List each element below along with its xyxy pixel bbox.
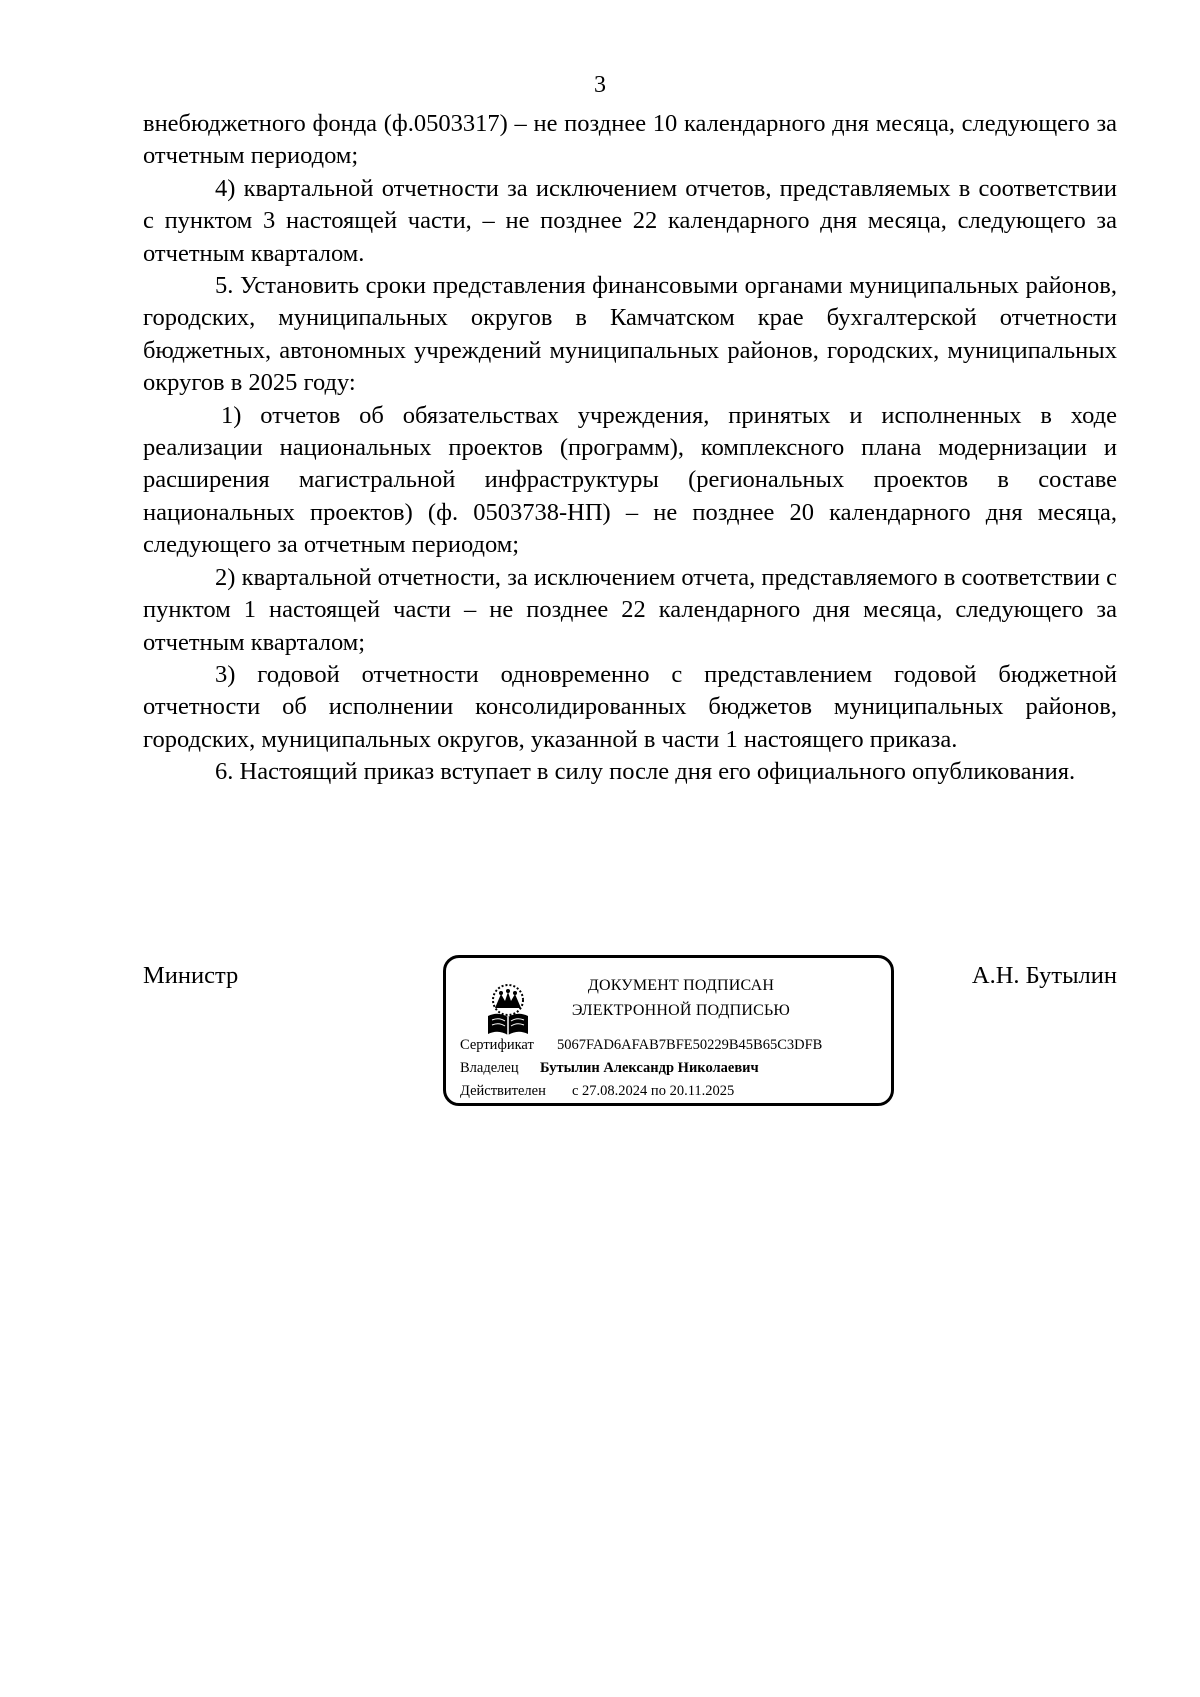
page-number: 3 <box>594 72 606 98</box>
stamp-title-line-2: ЭЛЕКТРОННОЙ ПОДПИСЬЮ <box>571 1002 791 1019</box>
stamp-owner-row <box>460 1059 759 1077</box>
paragraph-continuation: внебюджетного фонда (ф.0503317) – не позднее 10 календарного дня месяца, следующего за отчетным периодом; <box>143 110 1117 170</box>
paragraph-clause-6: 6. Настоящий приказ вступает в силу после дня его официального опубликования. <box>215 758 1076 786</box>
owner-value: Бутылин Александр Николаевич <box>540 1060 759 1076</box>
document-body <box>143 108 1117 789</box>
stamp-validity-row <box>460 1082 734 1100</box>
stamp-title <box>556 973 806 1023</box>
certificate-label: Сертификат <box>460 1037 534 1053</box>
certificate-value: 5067FAD6AFAB7BFE50229B45B65C3DFB <box>557 1037 823 1053</box>
paragraph-clause-5-item-1: 1) отчетов об обязательствах учреждения, принятых и исполненных в ходе реализации национальных проектов (программ), комплексного плана модернизации и расширения магистральной инфраструктуры (региональных проектов в составе национальных проектов) (ф. 0503738-НП) – не позднее 20 календарного дня месяца, следующего за отчетным периодом; <box>143 401 1117 559</box>
stamp-title-line-1: ДОКУМЕНТ ПОДПИСАН <box>587 977 775 994</box>
stamp-certificate-row <box>460 1036 822 1054</box>
paragraph-clause-5-item-2: 2) квартальной отчетности, за исключением отчета, представляемого в соответствии с пунктом 1 настоящей части – не позднее 22 календарного дня месяца, следующего за отчетным кварталом; <box>143 563 1117 656</box>
kamchatka-emblem-icon <box>482 982 534 1042</box>
paragraph-item-4: 4) квартальной отчетности за исключением отчетов, представляемых в соответствии с пунктом 3 настоящей части, – не позднее 22 календарного дня месяца, следующего за отчетным кварталом. <box>143 174 1117 267</box>
signature-block <box>143 955 1117 1125</box>
paragraph-clause-5: 5. Установить сроки представления финансовыми органами муниципальных районов, городских, муниципальных округов в Камчатском крае бухгалтерской отчетности бюджетных, автономных учреждений муниципальных районов, городских, муниципальных округов в 2025 году: <box>143 272 1117 397</box>
valid-value: с 27.08.2024 по 20.11.2025 <box>572 1083 735 1099</box>
electronic-signature-stamp <box>443 955 894 1106</box>
owner-label: Владелец <box>460 1060 519 1076</box>
valid-label: Действителен <box>460 1083 546 1099</box>
signer-name: А.Н. Бутылин <box>971 962 1117 989</box>
paragraph-clause-5-item-3: 3) годовой отчетности одновременно с представлением годовой бюджетной отчетности об исполнении консолидированных бюджетов муниципальных районов, городских, муниципальных округов, указанной в части 1 настоящего приказа. <box>143 660 1117 753</box>
signer-role: Министр <box>143 962 239 989</box>
